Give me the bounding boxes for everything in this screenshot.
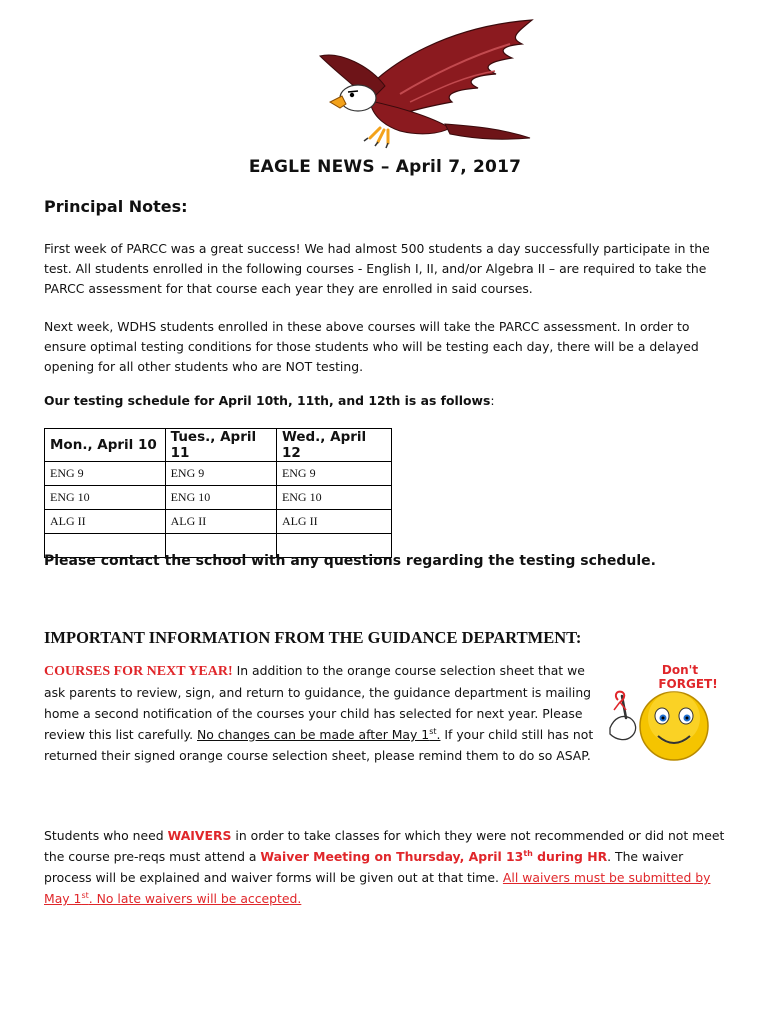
table-header-cell: Tues., April 11	[165, 429, 276, 462]
courses-no-changes	[197, 727, 440, 742]
principal-paragraph-2: Next week, WDHS students enrolled in these above courses will take the PARCC assessment. In order to ensure optimal testing conditions for those students who will be testing each day, there will be a delayed opening for all other students who are NOT testing.	[44, 319, 699, 374]
table-row	[45, 462, 392, 486]
testing-schedule-table	[44, 428, 392, 558]
table-cell: ENG 9	[276, 462, 391, 486]
courses-no-changes-text: No changes can be made after May 1	[197, 727, 430, 742]
table-header-cell: Wed., April 12	[276, 429, 391, 462]
waiver-meeting-text: Waiver Meeting on Thursday, April 13	[260, 849, 524, 864]
waiver-text-1: Students who need	[44, 828, 168, 843]
courses-no-changes-sup: st	[429, 726, 437, 736]
schedule-label-colon: :	[490, 393, 495, 408]
courses-lead: COURSES FOR NEXT YEAR!	[44, 664, 233, 679]
waiver-word: WAIVERS	[167, 828, 232, 843]
dont-forget-line-2: FORGET!	[658, 677, 718, 691]
table-cell: ENG 10	[45, 486, 166, 510]
courses-paragraph	[44, 660, 599, 766]
waiver-deadline-text: All waivers must be submitted by May 1	[44, 870, 711, 906]
page-title: EAGLE NEWS – April 7, 2017	[248, 157, 522, 177]
table-cell: ENG 9	[165, 462, 276, 486]
eagle-mascot-image	[300, 16, 535, 151]
waiver-deadline-sup: st	[81, 890, 89, 900]
table-row	[45, 510, 392, 534]
principal-paragraph-1: First week of PARCC was a great success! We had almost 500 students a day successfully participate in the test. All students enrolled in the following courses - English I, II, and/or Algebra II – are required to take the PARCC assessment for that course each year they are enrolled in said courses.	[44, 241, 710, 296]
dont-forget-smiley-icon	[592, 656, 742, 766]
table-cell: ENG 10	[165, 486, 276, 510]
table-cell: ENG 9	[45, 462, 166, 486]
waiver-meeting-sup: th	[523, 848, 533, 858]
courses-no-changes-end: .	[436, 727, 441, 742]
guidance-heading: IMPORTANT INFORMATION FROM THE GUIDANCE DEPARTMENT:	[44, 628, 582, 647]
table-row	[45, 486, 392, 510]
waiver-text-3: . The waiver process will be explained and waiver forms will be given out at that time.	[44, 849, 684, 885]
courses-text-1: In addition to the orange course selection sheet that we ask parents to review, sign, and return to guidance, the guidance department is mailing home a second notification of the courses your child has selected for next year. Please review this list carefully.	[44, 663, 592, 742]
waiver-text-2: in order to take classes for which they were not recommended or did not meet the course pre-reqs must attend a	[44, 828, 725, 864]
table-cell: ALG II	[276, 510, 391, 534]
waivers-paragraph	[44, 825, 734, 909]
table-header-row	[45, 429, 392, 462]
principal-notes-heading: Principal Notes:	[44, 197, 188, 216]
contact-note: Please contact the school with any questions regarding the testing schedule.	[44, 553, 656, 569]
table-cell: ENG 10	[276, 486, 391, 510]
courses-text-2: If your child still has not returned their signed orange course selection sheet, please remind them to do so ASAP.	[44, 727, 594, 763]
table-cell: ALG II	[165, 510, 276, 534]
schedule-label-text: Our testing schedule for April 10th, 11th, and 12th is as follows	[44, 393, 491, 408]
schedule-label	[44, 393, 495, 408]
dont-forget-line-1: Don't	[661, 663, 699, 677]
table-header-cell: Mon., April 10	[45, 429, 166, 462]
waiver-meeting-end: during HR	[532, 849, 608, 864]
waiver-meeting	[260, 849, 607, 864]
waiver-deadline-end: . No late waivers will be accepted.	[88, 891, 302, 906]
table-cell: ALG II	[45, 510, 166, 534]
